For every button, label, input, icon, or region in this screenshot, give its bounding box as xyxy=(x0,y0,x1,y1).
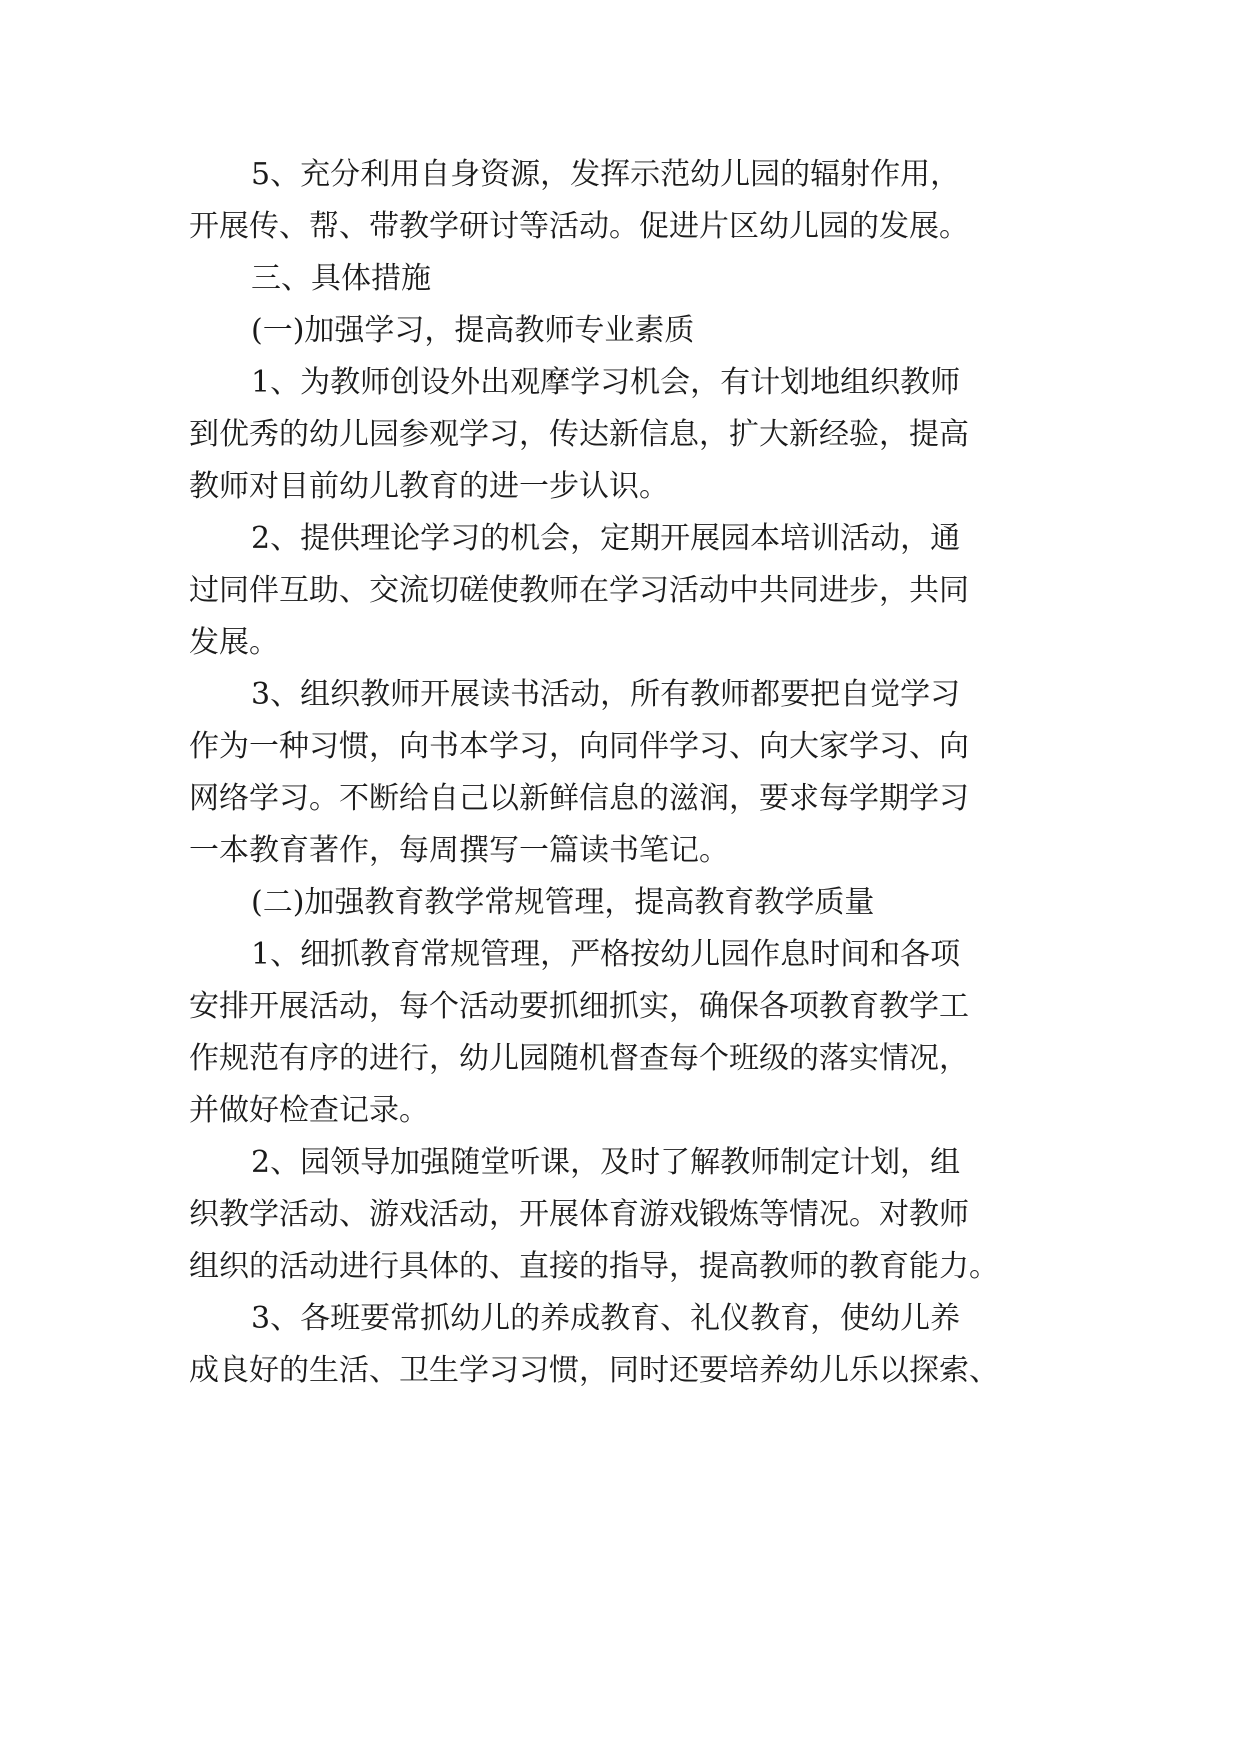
text-line: 2、园领导加强随堂听课，及时了解教师制定计划，组 xyxy=(251,1145,961,1180)
text-line: 过同伴互助、交流切磋使教师在学习活动中共同进步，共同 xyxy=(189,573,969,608)
section-heading: 三、具体措施 xyxy=(251,261,431,296)
text-line: 3、组织教师开展读书活动，所有教师都要把自觉学习 xyxy=(251,677,961,712)
text-line: 一本教育著作，每周撰写一篇读书笔记。 xyxy=(189,833,729,868)
subsection-heading: (一)加强学习，提高教师专业素质 xyxy=(251,313,695,348)
text-line: 安排开展活动，每个活动要抓细抓实，确保各项教育教学工 xyxy=(189,989,969,1024)
text-line: 组织的活动进行具体的、直接的指导，提高教师的教育能力。 xyxy=(189,1249,999,1284)
text-line: 3、各班要常抓幼儿的养成教育、礼仪教育，使幼儿养 xyxy=(251,1301,961,1336)
text-line: 到优秀的幼儿园参观学习，传达新信息，扩大新经验，提高 xyxy=(189,417,969,452)
text-line: 网络学习。不断给自己以新鲜信息的滋润，要求每学期学习 xyxy=(189,781,969,816)
text-line: 教师对目前幼儿教育的进一步认识。 xyxy=(189,469,669,504)
text-line: 5、充分利用自身资源，发挥示范幼儿园的辐射作用， xyxy=(251,157,961,192)
text-line: 织教学活动、游戏活动，开展体育游戏锻炼等情况。对教师 xyxy=(189,1197,969,1232)
text-line: 发展。 xyxy=(189,625,279,660)
subsection-heading: (二)加强教育教学常规管理，提高教育教学质量 xyxy=(251,885,875,920)
text-line: 2、提供理论学习的机会，定期开展园本培训活动，通 xyxy=(251,521,961,556)
text-line: 1、细抓教育常规管理，严格按幼儿园作息时间和各项 xyxy=(251,937,961,972)
text-line: 作规范有序的进行，幼儿园随机督查每个班级的落实情况， xyxy=(189,1041,969,1076)
text-line: 并做好检查记录。 xyxy=(189,1093,429,1128)
text-line: 1、为教师创设外出观摩学习机会，有计划地组织教师 xyxy=(251,365,961,400)
text-line: 开展传、帮、带教学研讨等活动。促进片区幼儿园的发展。 xyxy=(189,209,969,244)
text-line: 作为一种习惯，向书本学习，向同伴学习、向大家学习、向 xyxy=(189,729,969,764)
text-line: 成良好的生活、卫生学习习惯，同时还要培养幼儿乐以探索、 xyxy=(189,1353,999,1388)
